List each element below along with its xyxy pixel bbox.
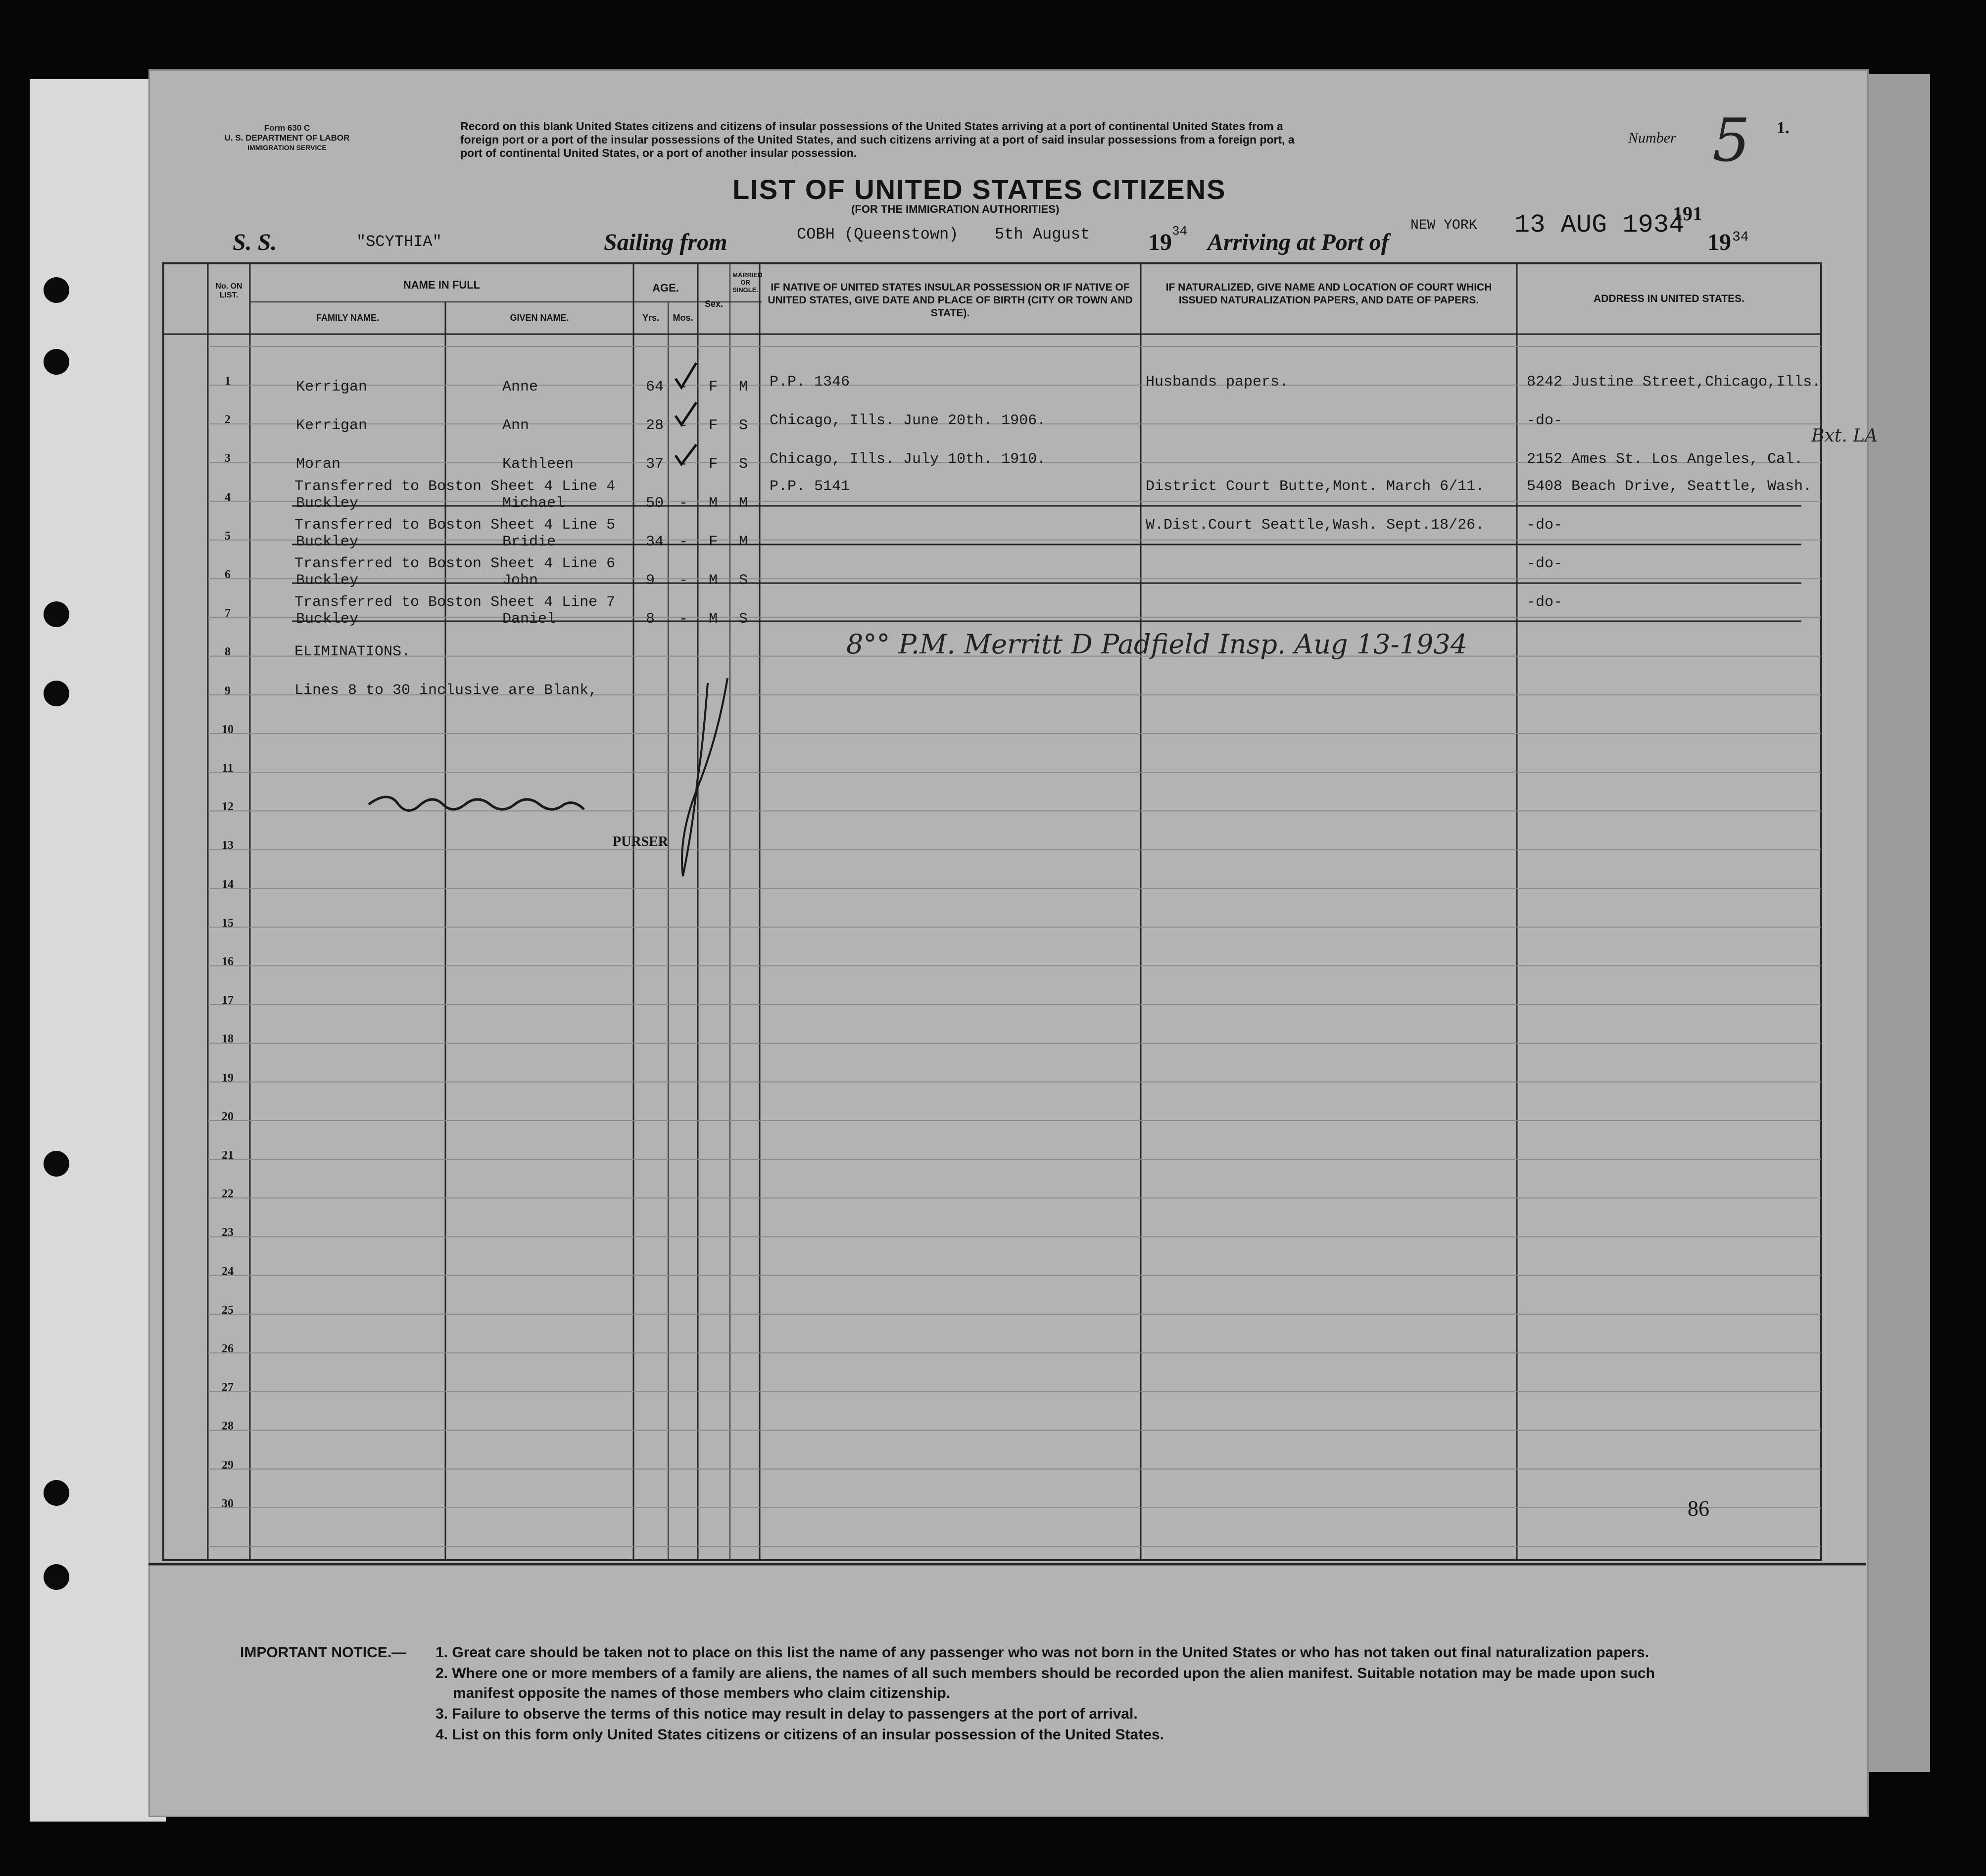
row-family: Buckley: [296, 572, 359, 589]
row-sex: F: [709, 533, 718, 550]
sailing-year-prefix: 19: [1148, 229, 1172, 255]
row-given: Kathleen: [502, 456, 574, 473]
line-number: 25: [222, 1303, 234, 1317]
notice-item-3: 3. Failure to observe the terms of this notice may result in delay to passengers at the port of arrival.: [436, 1706, 1138, 1722]
transfer-note: Transferred to Boston Sheet 4 Line 7: [294, 594, 616, 611]
number-value: 1.: [1777, 119, 1790, 137]
line-number: 18: [222, 1033, 234, 1046]
line-number: 3: [225, 452, 231, 465]
arrival-year-prefix: 19: [1707, 229, 1731, 255]
line-number: 22: [222, 1187, 234, 1201]
number-label: Number: [1628, 130, 1676, 146]
sailing-label: Sailing from: [604, 229, 727, 255]
row-given: Ann: [502, 417, 530, 435]
row-court: Husbands papers.: [1146, 374, 1289, 391]
notice-item-1: 1. Great care should be taken not to place on this list the name of any passenger who was not born in the United States or who has not taken out final naturalization papers.: [436, 1644, 1649, 1661]
line-number: 10: [222, 723, 234, 736]
row-yrs: 9: [646, 572, 655, 589]
row-birth: Chicago, Ills. July 10th. 1910.: [770, 451, 1046, 468]
row-address: 8242 Justine Street,Chicago,Ills.: [1527, 374, 1821, 391]
row-birth: P.P. 1346: [770, 374, 850, 391]
line-number: 5: [225, 529, 231, 543]
row-ms: S: [739, 611, 748, 628]
line-number: 30: [222, 1497, 234, 1510]
sailing-from: COBH (Queenstown): [797, 225, 959, 244]
line-number: 16: [222, 955, 234, 968]
row-family: Buckley: [296, 533, 359, 550]
row-mos: -: [679, 611, 688, 628]
transfer-note: Transferred to Boston Sheet 4 Line 6: [294, 555, 616, 572]
line-number: 20: [222, 1110, 234, 1123]
line-number: 11: [222, 762, 234, 775]
blank-lines-note: Lines 8 to 30 inclusive are Blank,: [294, 682, 598, 699]
row-address: -do-: [1527, 412, 1563, 430]
line-number: 21: [222, 1149, 234, 1162]
line-number: 6: [225, 568, 231, 581]
inspection-annotation: 8°° P.M. Merritt D Padfield Insp. Aug 13-1934: [846, 629, 1468, 660]
row-yrs: 8: [646, 611, 655, 628]
transfer-note: Transferred to Boston Sheet 4 Line 4: [294, 478, 616, 495]
line-number: 19: [222, 1071, 234, 1085]
row-sex: F: [709, 456, 718, 473]
line-number: 28: [222, 1420, 234, 1433]
row-mos: -: [679, 494, 688, 512]
row-yrs: 28: [646, 417, 664, 435]
row-birth: Chicago, Ills. June 20th. 1906.: [770, 412, 1046, 430]
row-sex: F: [709, 379, 718, 395]
row-given: Daniel: [502, 611, 556, 628]
col-address: ADDRESS IN UNITED STATES.: [1594, 293, 1744, 304]
initials-mark: [682, 678, 727, 876]
line-number: 12: [222, 800, 234, 814]
row-sex: F: [709, 417, 718, 435]
row-mos: -: [679, 417, 688, 435]
line-number: 24: [222, 1265, 234, 1278]
col-family-name: FAMILY NAME.: [316, 313, 380, 323]
row-yrs: 50: [646, 494, 664, 512]
col-no-on-list: No. ON LIST.: [215, 282, 242, 299]
arriving-label: Arriving at Port of: [1208, 229, 1389, 255]
row-address: 5408 Beach Drive, Seattle, Wash.: [1527, 478, 1812, 495]
row-family: Kerrigan: [296, 417, 368, 435]
row-given: Anne: [502, 379, 538, 395]
line-number: 2: [225, 413, 231, 427]
col-sex: Sex.: [704, 299, 724, 309]
page-number: 86: [1688, 1496, 1709, 1521]
row-sex: M: [709, 572, 718, 589]
row-family: Buckley: [296, 494, 359, 512]
row-mos: -: [679, 456, 688, 473]
arrival-year: 34: [1732, 230, 1749, 245]
sailing-year: 34: [1172, 224, 1188, 239]
col-naturalized: IF NATURALIZED, GIVE NAME AND LOCATION OF COURT WHICH ISSUED NATURALIZATION PAPERS, AND DATE OF PAPERS.: [1165, 282, 1492, 306]
line-number: 4: [225, 491, 231, 504]
col-married-single: MARRIED OR SINGLE.: [732, 271, 763, 294]
instructions: Record on this blank United States citizens and citizens of insular possessions of the United States arriving at a port of continental United States from a foreign port or a port of the insular possessions of the United States, and such citizens arriving at a port of said insular possessions from a foreign port, a port of continental United States, or a port of another insular possession.: [460, 120, 1295, 159]
row-address: -do-: [1527, 516, 1563, 534]
row-given: John: [502, 572, 538, 589]
row-family: Kerrigan: [296, 379, 368, 395]
row-mos: -: [679, 379, 688, 395]
row-mos: -: [679, 572, 688, 589]
line-number: 26: [222, 1342, 234, 1355]
row-given: Bridie: [502, 533, 556, 550]
notice-heading: IMPORTANT NOTICE.—: [240, 1644, 407, 1661]
col-native-birth: IF NATIVE OF UNITED STATES INSULAR POSSESSION OR IF NATIVE OF UNITED STATES, GIVE DATE AND PLACE OF BIRTH (CITY OR TOWN AND STATE).: [768, 282, 1133, 319]
row-family: Buckley: [296, 611, 359, 628]
notice-item-2: 2. Where one or more members of a family are aliens, the names of all such members should be recorded upon the alien manifest. Suitable notation may be made upon such: [436, 1665, 1655, 1681]
eliminations-label: ELIMINATIONS.: [294, 643, 411, 660]
line-number: 17: [222, 994, 234, 1007]
line-number: 7: [225, 607, 231, 620]
row-address: -do-: [1527, 555, 1563, 572]
row-ms: M: [739, 533, 748, 550]
purser-signature: [369, 797, 584, 811]
line-number: 27: [222, 1381, 234, 1394]
row-given: Michael: [502, 494, 565, 512]
service: IMMIGRATION SERVICE: [247, 144, 327, 151]
row-ms: M: [739, 494, 748, 512]
col-given-name: GIVEN NAME.: [510, 313, 569, 323]
row-address: -do-: [1527, 594, 1563, 611]
row-sex: M: [709, 611, 718, 628]
line-number: 29: [222, 1458, 234, 1472]
line-number: 15: [222, 916, 234, 930]
ship-name: "SCYTHIA": [356, 233, 442, 251]
row-court: District Court Butte,Mont. March 6/11.: [1146, 478, 1485, 495]
line-number: 13: [222, 839, 234, 852]
form-number: Form 630 C: [264, 123, 310, 133]
ss-label: S. S.: [233, 229, 277, 255]
row-yrs: 64: [646, 379, 664, 395]
arriving-port: NEW YORK: [1410, 218, 1477, 233]
row-ms: S: [739, 417, 748, 435]
row-address: 2152 Ames St. Los Angeles, Cal.: [1527, 451, 1803, 468]
line-number: 8: [225, 645, 231, 659]
row-sex: M: [709, 494, 718, 512]
line-number: 23: [222, 1226, 234, 1239]
row-yrs: 37: [646, 456, 664, 473]
col-mos: Mos.: [673, 313, 693, 323]
row-ms: S: [739, 572, 748, 589]
line-number: 9: [225, 684, 231, 697]
notice-item-4: 4. List on this form only United States citizens or citizens of an insular possession of the United States.: [436, 1727, 1164, 1743]
row-ms: S: [739, 456, 748, 473]
row-ms: M: [739, 379, 748, 395]
line-number: 14: [222, 878, 234, 891]
number-handwritten: 5: [1712, 106, 1750, 175]
row-family: Moran: [296, 456, 341, 473]
row-yrs: 34: [646, 533, 664, 550]
page-title: LIST OF UNITED STATES CITIZENS: [732, 174, 1226, 205]
printed-year: 191: [1673, 202, 1702, 225]
margin-note: Bxt. LA: [1811, 426, 1878, 446]
row-birth: P.P. 5141: [770, 478, 850, 495]
row-court: W.Dist.Court Seattle,Wash. Sept.18/26.: [1146, 516, 1485, 534]
arrival-stamp: 13 AUG 1934: [1514, 210, 1685, 240]
col-age: AGE.: [652, 282, 679, 294]
department: U. S. DEPARTMENT OF LABOR: [224, 133, 350, 143]
col-yrs: Yrs.: [642, 313, 660, 323]
page-subtitle: (FOR THE IMMIGRATION AUTHORITIES): [851, 203, 1060, 215]
col-name-in-full: NAME IN FULL: [403, 279, 481, 291]
notice-item-2-cont: manifest opposite the names of those members who claim citizenship.: [453, 1685, 951, 1701]
purser-label: PURSER: [613, 834, 669, 849]
sailing-date: 5th August: [995, 225, 1090, 244]
transfer-note: Transferred to Boston Sheet 4 Line 5: [294, 516, 616, 534]
line-number: 1: [225, 375, 231, 388]
row-mos: -: [679, 533, 688, 550]
